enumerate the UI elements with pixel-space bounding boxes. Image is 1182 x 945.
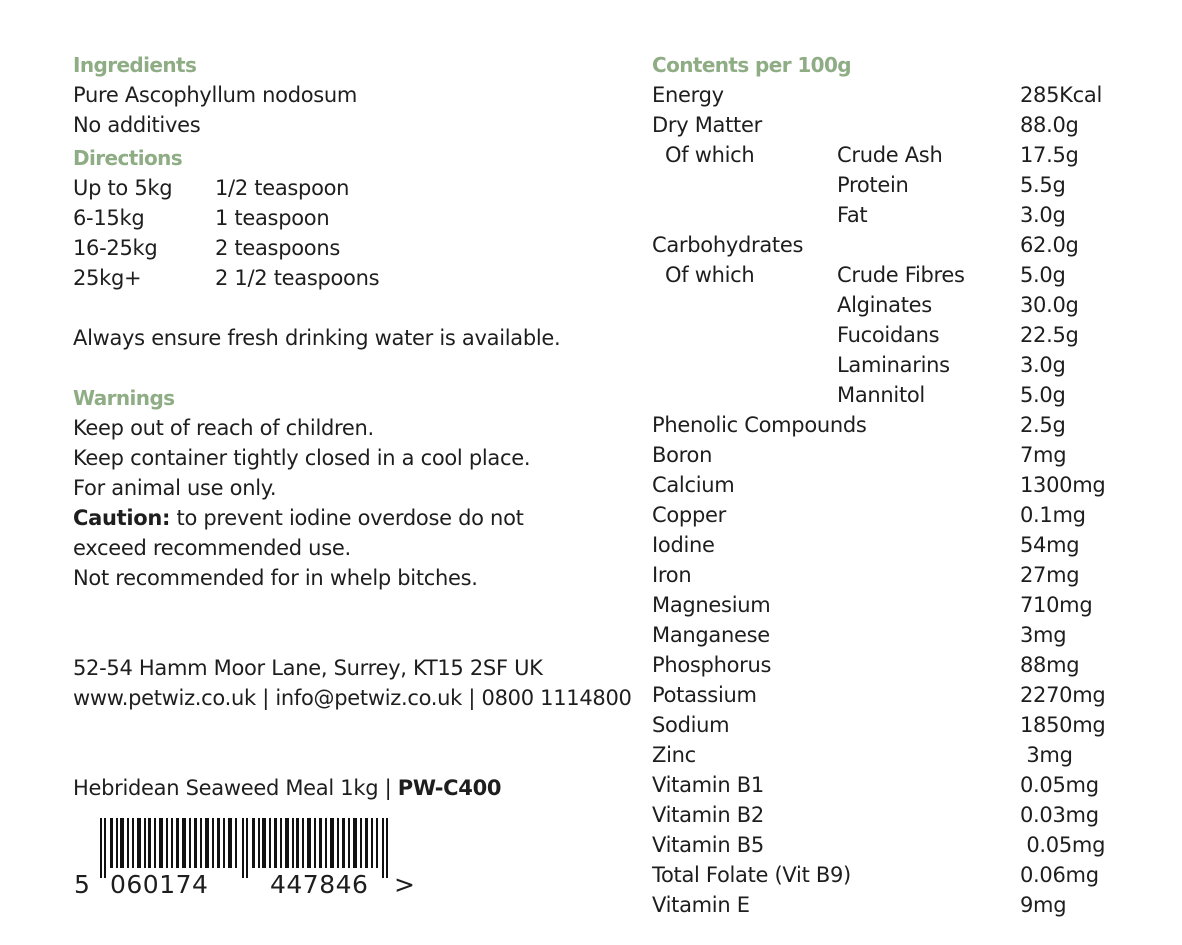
nutrient-subname: Fat [837, 203, 868, 227]
barcode-right-digits: 447846 [270, 870, 369, 899]
nutrient-value: 3.0g [1020, 203, 1066, 227]
barcode-bar [127, 818, 129, 868]
nutrient-value: 710mg [1020, 593, 1093, 617]
nutrition-row [652, 290, 1172, 320]
barcode-end-mark: > [394, 870, 416, 899]
barcode-bar [104, 818, 106, 878]
barcode-bar [348, 818, 350, 868]
nutrient-name: Zinc [652, 743, 696, 767]
barcode-bar [269, 818, 271, 868]
nutrient-name: Vitamin B2 [652, 803, 764, 827]
nutrition-row [652, 440, 1172, 470]
contact-line: www.petwiz.co.uk | info@petwiz.co.uk | 0800 1114800 [73, 686, 632, 710]
barcode-bar [137, 818, 141, 868]
barcode-bar [382, 818, 384, 878]
directions-weight: Up to 5kg [73, 176, 173, 200]
nutrition-row [652, 230, 1172, 260]
barcode-bar [292, 818, 294, 868]
nutrition-row [652, 500, 1172, 530]
barcode-bar [342, 818, 345, 868]
nutrition-row [652, 890, 1172, 920]
nutrient-value: 3.0g [1020, 353, 1066, 377]
barcode-bar [116, 818, 118, 868]
nutrient-value: 0.06mg [1020, 863, 1099, 887]
barcode-bar [132, 818, 134, 868]
barcode-bar [148, 818, 151, 868]
nutrient-name: Of which [665, 143, 755, 167]
nutrient-name: Vitamin B5 [652, 833, 764, 857]
nutrient-name: Of which [665, 263, 755, 287]
barcode-bar [314, 818, 316, 868]
left-column [73, 50, 643, 803]
nutrient-name: Magnesium [652, 593, 771, 617]
address: 52-54 Hamm Moor Lane, Surrey, KT15 2SF UK [73, 656, 543, 680]
barcode-bar [212, 818, 214, 868]
barcode-bar [159, 818, 163, 868]
barcode-bar [182, 818, 186, 868]
barcode-bar [171, 818, 173, 868]
barcode-bar [319, 818, 322, 868]
nutrient-value: 0.1mg [1020, 503, 1086, 527]
nutrient-value: 7mg [1020, 443, 1067, 467]
nutrient-value: 5.5g [1020, 173, 1066, 197]
ingredient-line: Pure Ascophyllum nodosum [73, 83, 358, 107]
nutrient-name: Vitamin B1 [652, 773, 764, 797]
barcode-left-digits: 060174 [110, 870, 209, 899]
nutrition-row [652, 650, 1172, 680]
nutrition-row [652, 800, 1172, 830]
barcode-bar [194, 818, 197, 868]
nutrient-value: 0.05mg [1020, 833, 1106, 857]
directions-dose: 2 1/2 teaspoons [215, 266, 380, 290]
barcode-bar [205, 818, 209, 868]
contents-heading: Contents per 100g [652, 53, 852, 77]
nutrition-row [652, 200, 1172, 230]
nutrition-row [652, 530, 1172, 560]
barcode-bar [246, 818, 248, 878]
nutrient-name: Calcium [652, 473, 735, 497]
barcode-bar [365, 818, 368, 868]
directions-weight: 6-15kg [73, 206, 145, 230]
nutrient-value: 88.0g [1020, 113, 1079, 137]
right-column [652, 50, 1172, 920]
barcode-bar [337, 818, 339, 868]
nutrient-name: Boron [652, 443, 713, 467]
directions-dose: 1/2 teaspoon [215, 176, 350, 200]
nutrient-value: 22.5g [1020, 323, 1079, 347]
barcode-bar [144, 818, 146, 868]
nutrition-row [652, 830, 1172, 860]
nutrition-table [652, 80, 1172, 920]
nutrient-value: 5.0g [1020, 383, 1066, 407]
barcode-bar [242, 818, 244, 878]
barcode-bar [376, 818, 378, 868]
nutrient-name: Energy [652, 83, 724, 107]
nutrient-name: Sodium [652, 713, 730, 737]
barcode-bar [223, 818, 225, 868]
barcode-bar [371, 818, 373, 868]
warning-line: exceed recommended use. [73, 536, 351, 560]
directions-weight: 25kg+ [73, 266, 142, 290]
barcode-bar [100, 818, 102, 878]
ingredients-heading: Ingredients [73, 53, 197, 77]
nutrient-subname: Protein [837, 173, 909, 197]
barcode-bar [325, 818, 327, 868]
nutrition-row [652, 680, 1172, 710]
nutrition-row [652, 80, 1172, 110]
barcode-bar [360, 818, 362, 868]
barcode-bar [228, 818, 232, 868]
warning-line: Keep out of reach of children. [73, 416, 374, 440]
nutrient-subname: Alginates [837, 293, 932, 317]
directions-dose: 2 teaspoons [215, 236, 340, 260]
barcode-bar [307, 818, 311, 868]
barcode-bar [120, 818, 124, 868]
barcode-bar [252, 818, 255, 868]
nutrient-subname: Mannitol [837, 383, 925, 407]
nutrition-row [652, 170, 1172, 200]
nutrient-name: Manganese [652, 623, 770, 647]
nutrient-name: Iodine [652, 533, 715, 557]
barcode-bar [386, 818, 388, 878]
barcode-bar [200, 818, 202, 868]
barcode-bar [217, 818, 220, 868]
nutrient-value: 2270mg [1020, 683, 1106, 707]
nutrient-name: Phenolic Compounds [652, 413, 867, 437]
nutrient-value: 285Kcal [1020, 83, 1103, 107]
warning-line: Not recommended for in whelp bitches. [73, 566, 478, 590]
barcode-bar [330, 818, 334, 868]
barcode-bar [353, 818, 357, 868]
barcode-bar [258, 818, 260, 868]
directions-row [73, 263, 643, 293]
nutrient-value: 3mg [1020, 743, 1073, 767]
nutrition-row [652, 320, 1172, 350]
nutrient-name: Vitamin E [652, 893, 750, 917]
nutrition-row [652, 740, 1172, 770]
directions-weight: 16-25kg [73, 236, 158, 260]
nutrition-row [652, 770, 1172, 800]
water-note: Always ensure fresh drinking water is available. [73, 326, 561, 350]
nutrient-subname: Laminarins [837, 353, 950, 377]
barcode-bar [296, 818, 299, 868]
caution-line [73, 503, 643, 533]
barcode-bar [280, 818, 282, 868]
barcode-bar [154, 818, 156, 868]
nutrient-value: 1850mg [1020, 713, 1106, 737]
product-code: PW-C400 [397, 776, 502, 800]
product-name-line [73, 773, 643, 803]
barcode-bar [235, 818, 237, 868]
nutrient-value: 27mg [1020, 563, 1080, 587]
nutrient-value: 5.0g [1020, 263, 1066, 287]
directions-row [73, 173, 643, 203]
directions-table [73, 173, 643, 293]
nutrition-row [652, 860, 1172, 890]
barcode-bar [189, 818, 191, 868]
nutrient-name: Copper [652, 503, 726, 527]
nutrient-value: 54mg [1020, 533, 1080, 557]
ingredient-line: No additives [73, 113, 201, 137]
nutrition-row [652, 710, 1172, 740]
barcode-bar [302, 818, 304, 868]
caution-label: Caution: [73, 506, 171, 530]
nutrient-value: 17.5g [1020, 143, 1079, 167]
nutrient-name: Potassium [652, 683, 757, 707]
barcode-first-digit: 5 [74, 870, 91, 899]
nutrition-row [652, 110, 1172, 140]
nutrition-row [652, 620, 1172, 650]
barcode-bar [262, 818, 266, 868]
nutrition-row [652, 140, 1172, 170]
warning-line: For animal use only. [73, 476, 277, 500]
nutrition-row [652, 260, 1172, 290]
product-name: Hebridean Seaweed Meal 1kg | [73, 776, 398, 800]
nutrient-name: Total Folate (Vit B9) [652, 863, 851, 887]
nutrient-name: Carbohydrates [652, 233, 804, 257]
nutrient-value: 3mg [1020, 623, 1067, 647]
nutrient-value: 1300mg [1020, 473, 1106, 497]
nutrient-value: 88mg [1020, 653, 1080, 677]
nutrition-row [652, 380, 1172, 410]
warnings-heading: Warnings [73, 386, 175, 410]
barcode-bar [176, 818, 179, 868]
barcode-bar [110, 818, 113, 868]
nutrition-row [652, 410, 1172, 440]
nutrition-row [652, 470, 1172, 500]
nutrient-value: 0.05mg [1020, 773, 1099, 797]
nutrient-value: 62.0g [1020, 233, 1079, 257]
nutrient-value: 2.5g [1020, 413, 1066, 437]
nutrition-row [652, 350, 1172, 380]
nutrient-subname: Crude Ash [837, 143, 943, 167]
nutrition-row [652, 560, 1172, 590]
nutrient-name: Phosphorus [652, 653, 772, 677]
caution-text: to prevent iodine overdose do not [170, 506, 524, 530]
nutrient-value: 9mg [1020, 893, 1067, 917]
barcode-bar [166, 818, 168, 868]
barcode-bar [274, 818, 277, 868]
barcode [72, 818, 422, 903]
nutrient-subname: Fucoidans [837, 323, 940, 347]
nutrient-name: Iron [652, 563, 692, 587]
nutrient-name: Dry Matter [652, 113, 762, 137]
barcode-bar [285, 818, 289, 868]
nutrient-value: 0.03mg [1020, 803, 1099, 827]
nutrient-value: 30.0g [1020, 293, 1079, 317]
nutrition-row [652, 590, 1172, 620]
nutrient-subname: Crude Fibres [837, 263, 965, 287]
directions-heading: Directions [73, 146, 183, 170]
directions-dose: 1 teaspoon [215, 206, 330, 230]
warning-line: Keep container tightly closed in a cool place. [73, 446, 531, 470]
directions-row [73, 203, 643, 233]
directions-row [73, 233, 643, 263]
